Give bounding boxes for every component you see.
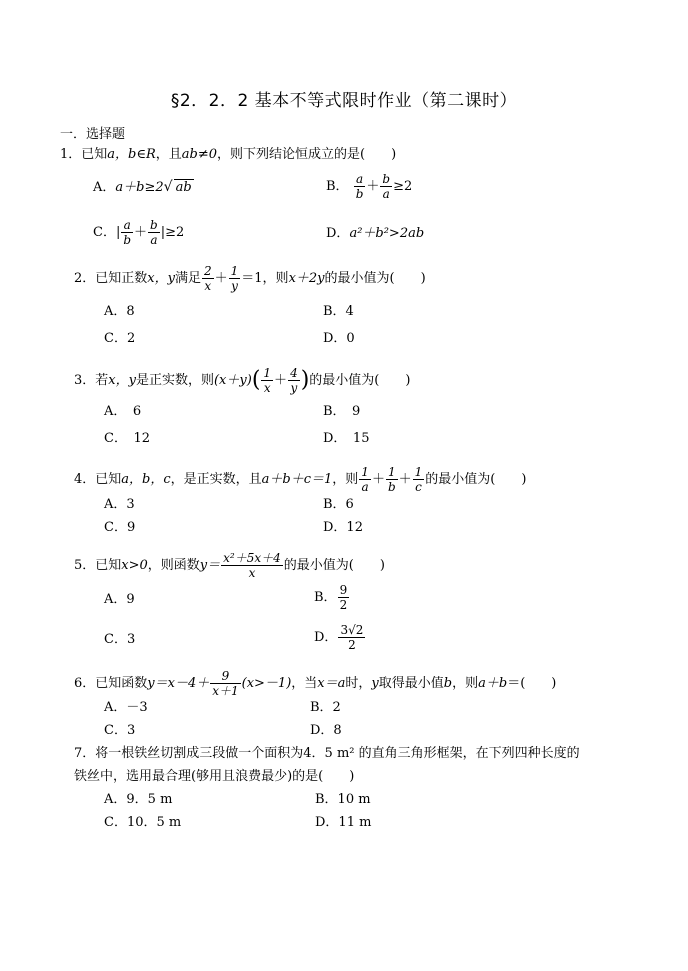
sqrt-symbol: √ xyxy=(163,179,173,195)
q5-option-c: C．3 xyxy=(104,632,136,647)
q3-option-a: A． 6 xyxy=(104,404,142,419)
q4-option-d: D．12 xyxy=(323,520,363,535)
q5-option-a: A．9 xyxy=(104,592,135,607)
q1-option-d: D．a²＋b²>2ab xyxy=(326,226,425,241)
section-heading: 一．选择题 xyxy=(60,127,126,142)
q6-option-d: D．8 xyxy=(310,723,342,738)
q2-option-b: B．4 xyxy=(323,304,354,319)
fraction: $\frac{1}{a}$ xyxy=(361,465,369,494)
fraction: $\frac{3√2}{2}$ xyxy=(340,623,364,652)
fraction: $\frac{b}{a}$ xyxy=(150,218,158,247)
fraction: $\frac{4}{y}$ xyxy=(290,366,298,395)
fraction: $\frac{1}{x}$ xyxy=(263,366,272,395)
fraction: $\frac{9}{2}$ xyxy=(339,583,348,612)
fraction: $\frac{1}{c}$ xyxy=(414,465,423,494)
q2-option-c: C．2 xyxy=(104,331,136,346)
q5-option-d: D． $\frac{3√2}{2}$ xyxy=(314,623,364,652)
question-4-stem: 4．已知a，b，c，是正实数，且a＋b＋c＝1，则 $\frac{1}{a}$ ＋ $\frac{1}{b}$ ＋ $\frac{1}{c}$ 的最小值为( ) xyxy=(74,465,527,494)
question-1-stem: 1．已知a，b∈R，且ab≠0，则下列结论恒成立的是( ) xyxy=(60,147,397,162)
fraction: $\frac{a}{b}$ xyxy=(355,172,364,201)
fraction: $\frac{\text{x²＋5x＋4}}{x}$ xyxy=(223,551,281,580)
q6-option-b: B．2 xyxy=(310,700,341,715)
fraction: $\frac{b}{a}$ xyxy=(382,172,391,201)
fraction: $\frac{1}{b}$ xyxy=(387,465,396,494)
q2-option-a: A．8 xyxy=(104,304,135,319)
fraction: $\frac{9}{x+1}$ xyxy=(212,669,239,698)
q1-option-a: A．a＋b≥2√ ab xyxy=(93,179,192,195)
page-title: §2．2．2 基本不等式限时作业（第二课时） xyxy=(170,91,518,111)
question-3-stem: 3．若x，y是正实数，则(x＋y)( $\frac{1}{x}$ ＋ $\frac{4}{y}$ )的最小值为( ) xyxy=(74,366,411,395)
fraction: $\frac{1}{y}$ xyxy=(230,264,239,293)
question-2-stem: 2．已知正数x，y满足 $\frac{2}{x}$ ＋ $\frac{1}{y}$ ＝1，则x＋2y的最小值为( ) xyxy=(74,264,426,293)
q5-option-b: B． $\frac{9}{2}$ xyxy=(314,583,348,612)
q6-option-a: A．－3 xyxy=(104,700,148,715)
q3-option-c: C． 12 xyxy=(104,431,150,446)
right-paren: ) xyxy=(300,367,310,393)
q7-option-a: A．9．5 m xyxy=(104,792,173,807)
question-5-stem: 5．已知x>0，则函数y＝ $\frac{\text{x²＋5x＋4}}{x}$ 的最小值为( ) xyxy=(74,551,385,580)
left-paren: ( xyxy=(251,367,261,393)
question-7-line-2: 铁丝中，选用最合理(够用且浪费最少)的是( ) xyxy=(74,769,355,784)
q4-option-a: A．3 xyxy=(104,497,135,512)
q4-option-c: C．9 xyxy=(104,520,136,535)
fraction: $\frac{2}{x}$ xyxy=(203,264,212,293)
q3-option-d: D． 15 xyxy=(323,431,370,446)
q6-option-c: C．3 xyxy=(104,723,136,738)
q3-option-b: B． 9 xyxy=(323,404,361,419)
q4-option-b: B．6 xyxy=(323,497,354,512)
question-7-line-1: 7．将一根铁丝切割成三段做一个面积为4．5 m² 的直角三角形框架，在下列四种长度的 xyxy=(74,746,580,761)
q7-option-c: C．10．5 m xyxy=(104,815,182,830)
q1-option-c: C．| $\frac{a}{b}$ ＋ $\frac{b}{a}$ |≥2 xyxy=(93,218,185,247)
question-6-stem: 6．已知函数y＝x－4＋ $\frac{9}{x+1}$ (x>－1)，当x＝a时，y取得最小值b，则a＋b＝( ) xyxy=(74,669,557,698)
fraction: $\frac{a}{b}$ xyxy=(123,218,132,247)
q7-option-d: D．11 m xyxy=(315,815,372,830)
q7-option-b: B．10 m xyxy=(315,792,371,807)
q2-option-d: D．0 xyxy=(323,331,355,346)
q1-option-b: B． $\frac{a}{b}$ ＋ $\frac{b}{a}$ ≥2 xyxy=(326,172,413,201)
